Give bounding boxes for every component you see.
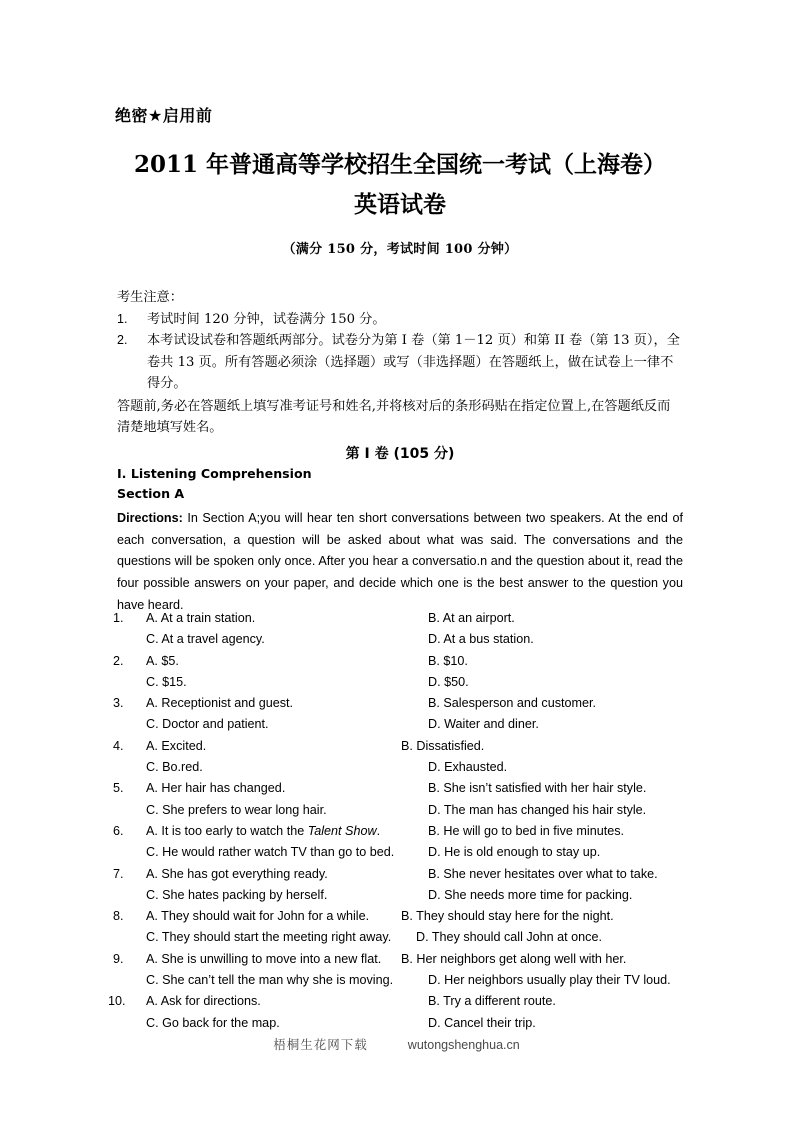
candidate-notice [117, 287, 683, 439]
question-row [108, 994, 693, 1015]
question-row-cont [113, 717, 693, 738]
option-b[interactable]: B. Dissatisfied. [401, 738, 485, 753]
question-number: 10. [108, 994, 126, 1009]
notice-item [117, 330, 683, 395]
option-b[interactable]: B. He will go to bed in five minutes. [428, 823, 624, 838]
option-a[interactable]: A. Excited. [146, 738, 207, 753]
option-a[interactable]: A. She has got everything ready. [146, 866, 328, 881]
option-a[interactable]: A. Her hair has changed. [146, 781, 286, 796]
question-row-cont [113, 803, 693, 824]
option-d[interactable]: D. Exhausted. [428, 760, 508, 775]
notice-item-number: 1. [117, 311, 128, 326]
option-c[interactable]: C. He would rather watch TV than go to bed. [146, 845, 395, 860]
option-d[interactable]: D. At a bus station. [428, 632, 534, 647]
section-a-heading: Section A [117, 486, 185, 501]
option-d[interactable]: D. He is old enough to stay up. [428, 845, 601, 860]
question-row-cont [113, 760, 693, 781]
question-row-cont [113, 888, 693, 909]
directions-body: In Section A;you will hear ten short conversations between two speakers. At the end of each conversation, a question will be asked about what was said. The conversations and the questions will be spoken only once. After you hear a conversatio.n and the question about it, read the four possible answers on your paper, and decide which one is the best answer to the question you have heard. [117, 511, 683, 612]
question-number: 1. [113, 611, 124, 625]
option-b[interactable]: B. They should stay here for the night. [401, 909, 614, 924]
notice-item-text: 本考试设试卷和答题纸两部分。试卷分为第 I 卷（第 1－12 页）和第 II 卷（第 13 页），全卷共 13 页。所有答题必须涂（选择题）或写（非选择题）在答题纸上，做在试卷上一律不得分。 [147, 333, 680, 391]
option-c[interactable]: C. At a travel agency. [146, 632, 265, 647]
option-b[interactable]: B. Salesperson and customer. [428, 696, 597, 711]
footer-site-url: wutongshenghua.cn [407, 1038, 520, 1052]
question-row [113, 654, 693, 675]
page-title: 2011 年普通高等学校招生全国统一考试（上海卷） [133, 151, 667, 178]
paper-part-heading: 第 I 卷 (105 分) [345, 446, 455, 462]
notice-tail-paragraph: 答题前,务必在答题纸上填写准考证号和姓名,并将核对后的条形码贴在指定位置上,在答题纸反而清楚地填写姓名。 [117, 398, 671, 435]
option-b[interactable]: B. Her neighbors get along well with her. [401, 951, 627, 966]
question-row-cont [113, 845, 693, 866]
option-d[interactable]: D. The man has changed his hair style. [428, 802, 647, 817]
question-number: 6. [113, 823, 124, 838]
option-a[interactable] [146, 824, 380, 838]
secrecy-notice: 绝密★启用前 [115, 106, 213, 125]
option-a[interactable]: A. They should wait for John for a while. [146, 909, 370, 924]
option-a-suffix: . [376, 823, 381, 838]
question-row [113, 867, 693, 888]
option-c[interactable]: C. She prefers to wear long hair. [146, 802, 327, 817]
notice-item-text: 考试时间 120 分钟，试卷满分 150 分。 [147, 311, 386, 327]
option-c[interactable]: C. Doctor and patient. [146, 717, 269, 732]
footer-site-name: 梧桐生花网下载 [273, 1037, 368, 1052]
option-b[interactable]: B. She never hesitates over what to take. [428, 866, 658, 881]
question-number: 9. [113, 951, 124, 966]
question-number: 4. [113, 738, 124, 753]
question-list [108, 611, 693, 1037]
footer-watermark [0, 1035, 793, 1053]
question-row [113, 739, 693, 760]
option-a[interactable]: A. Receptionist and guest. [146, 696, 294, 711]
notice-item [117, 309, 683, 331]
question-row [113, 909, 693, 930]
option-c[interactable]: C. Bo.red. [146, 760, 203, 775]
question-row-cont [113, 930, 693, 951]
option-a[interactable]: A. At a train station. [146, 611, 256, 625]
option-c[interactable]: C. She hates packing by herself. [146, 887, 328, 902]
notice-item-number: 2. [117, 333, 128, 347]
question-number: 8. [113, 909, 124, 924]
option-d[interactable]: D. Her neighbors usually play their TV loud. [428, 973, 671, 988]
option-a-show-title: Talent Show [307, 823, 377, 838]
listening-comprehension-heading: I. Listening Comprehension [117, 466, 312, 481]
question-row [113, 824, 693, 845]
option-d[interactable]: D. She needs more time for packing. [428, 887, 633, 902]
page-subtitle: 英语试卷 [354, 191, 446, 218]
option-c[interactable]: C. $15. [146, 674, 187, 689]
question-row [113, 952, 693, 973]
directions-label: Directions: [117, 511, 183, 525]
question-number: 3. [113, 696, 124, 711]
option-a-prefix: A. It is too early to watch the [146, 823, 308, 838]
directions-paragraph [117, 508, 683, 617]
option-b[interactable]: B. She isn’t satisfied with her hair style. [428, 781, 647, 796]
option-b[interactable]: B. $10. [428, 653, 468, 668]
question-row-cont [113, 973, 693, 994]
option-d[interactable]: D. Waiter and diner. [428, 717, 539, 732]
option-b[interactable]: B. Try a different route. [428, 994, 556, 1009]
question-row-cont [113, 675, 693, 696]
question-number: 2. [113, 653, 124, 668]
question-row-cont [113, 1016, 693, 1037]
question-row [113, 696, 693, 717]
option-a[interactable]: A. $5. [146, 653, 179, 668]
question-row [113, 781, 693, 802]
option-c[interactable]: C. Go back for the map. [146, 1015, 280, 1030]
question-row-cont [113, 632, 693, 653]
option-d[interactable]: D. They should call John at once. [416, 930, 602, 945]
option-a[interactable]: A. She is unwilling to move into a new flat. [146, 951, 382, 966]
option-c[interactable]: C. They should start the meeting right away. [146, 930, 392, 945]
title-block [95, 148, 705, 257]
score-and-time-note: （满分 150 分，考试时间 100 分钟） [282, 242, 518, 257]
option-d[interactable]: D. Cancel their trip. [428, 1015, 536, 1030]
question-number: 5. [113, 781, 124, 796]
question-number: 7. [113, 866, 124, 881]
option-d[interactable]: D. $50. [428, 674, 469, 689]
option-a[interactable]: A. Ask for directions. [146, 994, 261, 1009]
question-row [113, 611, 693, 632]
candidate-notice-heading: 考生注意： [117, 290, 183, 305]
option-b[interactable]: B. At an airport. [428, 611, 515, 625]
option-c[interactable]: C. She can’t tell the man why she is moving. [146, 973, 394, 988]
